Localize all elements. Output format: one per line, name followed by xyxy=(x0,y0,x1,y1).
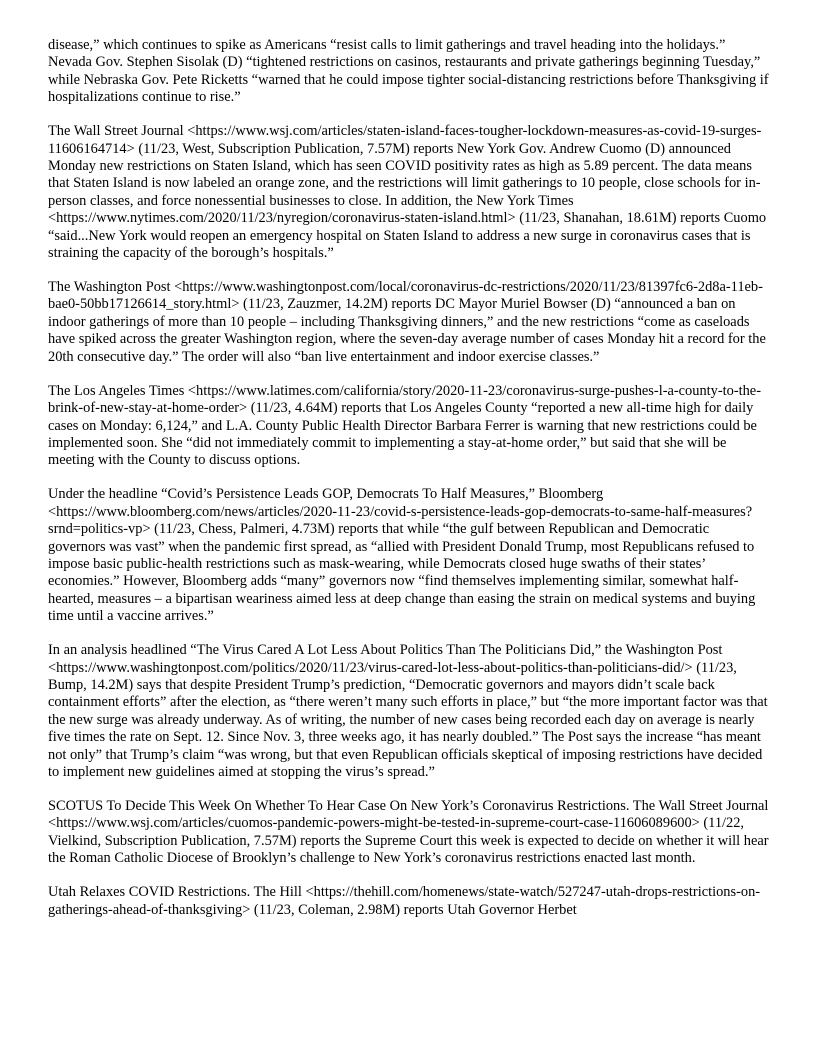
paragraph-los-angeles: The Los Angeles Times <https://www.latimes.com/california/story/2020-11-23/coronavirus-surge-pushes-l-a-county-to-the-brink-of-new-stay-at-home-order> (11/23, 4.64M) reports that Los Angeles County “reported a new all-time high for daily cases on Monday: 6,124,” and L.A. County Public Health Director Barbara Ferrer is warning that new restrictions could be implemented soon. She “did not immediately commit to implementing a stay-at-home order,” but said that she will be meeting with the County to discuss options. xyxy=(48,382,761,469)
paragraph-nevada-nebraska: disease,” which continues to spike as Americans “resist calls to limit gatherings and travel heading into the holidays.” Nevada Gov. Stephen Sisolak (D) “tightened restrictions on casinos, restaurants and private gatherings beginning Tuesday,” while Nebraska Gov. Pete Ricketts “warned that he could impose tighter social-distancing restrictions before Thanksgiving if hospitalizations continue to rise.” xyxy=(48,37,769,106)
paragraph-staten-island: The Wall Street Journal <https://www.wsj.com/articles/staten-island-faces-tougher-lockdown-measures-as-covid-19-surges-11606164714> (11/23, West, Subscription Publication, 7.57M) reports New York Gov. Andrew Cuomo (D) announced Monday new restrictions on Staten Island, which has seen COVID positivity rates as high as 5.89 percent. The data means that Staten Island is now labeled an orange zone, and the restrictions will limit gatherings to 10 people, close schools for in-person classes, and force nonessential businesses to close. In addition, the New York Times <https://www.nytimes.com/2020/11/23/nyregion/coronavirus-staten-island.html> (11/23, Shanahan, 18.61M) reports Cuomo “said...New York would reopen an emergency hospital on Staten Island to address a new surge in coronavirus cases that is straining the capacity of the borough’s hospitals.” xyxy=(48,123,767,262)
paragraph-wapo-analysis: In an analysis headlined “The Virus Cared A Lot Less About Politics Than The Politicians Did,” the Washington Post <https://www.washingtonpost.com/politics/2020/11/23/virus-cared-lot-less-about-politics-than-politicians-did/> (11/23, Bump, 14.2M) says that despite President Trump’s prediction, “Democratic governors and mayors didn’t scale back containment efforts” after the election, as “there weren’t many such efforts in place,” but “the more important factor was that the new surge was already underway. As of writing, the number of new cases being recorded each day on average is nearly five times the rate on Sept. 12. Since Nov. 3, three weeks ago, it has nearly doubled.” The Post says the increase “has meant not only” that Trump’s claim “was wrong, but that even Republican officials skeptical of imposing restrictions have decided to implement new guidelines aimed at stopping the virus’s spread.” xyxy=(48,642,768,780)
paragraph-scotus: SCOTUS To Decide This Week On Whether To Hear Case On New York’s Coronavirus Restrictions. The Wall Street Journal <https://www.wsj.com/articles/cuomos-pandemic-powers-might-be-tested-in-supreme-court-case-11606089600> (11/22, Vielkind, Subscription Publication, 7.57M) reports the Supreme Court this week is expected to decide on whether it will hear the Roman Catholic Diocese of Brooklyn’s challenge to New York’s coronavirus restrictions enacted last month. xyxy=(48,798,769,867)
document-page xyxy=(48,37,770,936)
paragraph-bloomberg-half-measures: Under the headline “Covid’s Persistence Leads GOP, Democrats To Half Measures,” Bloomberg <https://www.bloomberg.com/news/articles/2020-11-23/covid-s-persistence-leads-gop-democrats-to-same-half-measures?srnd=politics-vp> (11/23, Chess, Palmeri, 4.73M) reports that while “the gulf between Republican and Democratic governors was vast” when the pandemic first spread, as “allied with President Donald Trump, most Republicans refused to impose basic public-health restrictions such as mask-wearing, while Democrats closed huge swaths of their states’ economies.” However, Bloomberg adds “many” governors now “find themselves implementing similar, somewhat half-hearted, measures – a bipartisan weariness aimed less at deep change than easing the strain on medical systems and buying time until a vaccine arrives.” xyxy=(48,486,756,625)
paragraph-washington-dc: The Washington Post <https://www.washingtonpost.com/local/coronavirus-dc-restrictions/2020/11/23/81397fc6-2d8a-11eb-bae0-50bb17126614_story.html> (11/23, Zauzmer, 14.2M) reports DC Mayor Muriel Bowser (D) “announced a ban on indoor gatherings of more than 10 people – including Thanksgiving dinners,” and the new restrictions “come as caseloads have spiked across the greater Washington region, where the seven-day average number of cases Monday hit a record for the 20th consecutive day.” The order will also “ban live entertainment and indoor exercise classes.” xyxy=(48,279,766,365)
paragraph-utah: Utah Relaxes COVID Restrictions. The Hill <https://thehill.com/homenews/state-watch/527247-utah-drops-restrictions-on-gatherings-ahead-of-thanksgiving> (11/23, Coleman, 2.98M) reports Utah Governor Herbet xyxy=(48,884,761,918)
